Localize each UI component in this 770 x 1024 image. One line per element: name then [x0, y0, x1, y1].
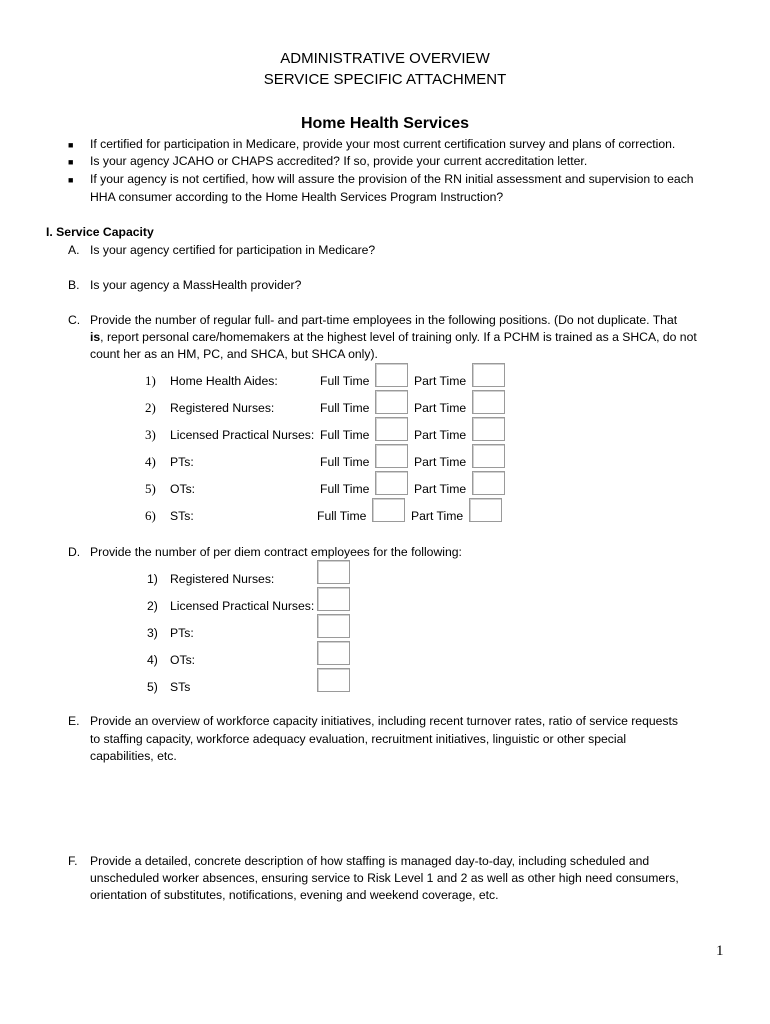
row-label: Licensed Practical Nurses:: [170, 428, 315, 442]
full-time-input[interactable]: [375, 444, 408, 468]
item-c-label: C.: [68, 313, 81, 327]
item-e-line-1: Provide an overview of workforce capacity initiatives, including recent turnover rates, ratio of service requests: [90, 714, 678, 728]
item-a-label: A.: [68, 243, 80, 257]
part-time-label: Part Time: [414, 374, 467, 388]
bullet-icon: ■: [68, 140, 74, 150]
row-label: OTs:: [170, 482, 196, 496]
full-time-label: Full Time: [317, 509, 367, 523]
row-label: PTs:: [170, 626, 194, 640]
full-time-label: Full Time: [320, 482, 370, 496]
item-e-line-3: capabilities, etc.: [90, 749, 177, 763]
item-d-text: Provide the number of per diem contract employees for the following:: [90, 545, 462, 559]
part-time-input[interactable]: [472, 390, 505, 414]
row-label: Registered Nurses:: [170, 401, 275, 415]
row-number: 5): [145, 481, 156, 496]
row-number: 5): [147, 680, 158, 694]
row-number: 1): [147, 572, 158, 586]
bullet-item-2: Is your agency JCAHO or CHAPS accredited? If so, provide your current accreditation letter.: [90, 154, 588, 168]
part-time-label: Part Time: [414, 428, 467, 442]
part-time-label: Part Time: [414, 401, 467, 415]
item-b-text: Is your agency a MassHealth provider?: [90, 278, 302, 292]
per-diem-input[interactable]: [317, 614, 350, 638]
part-time-label: Part Time: [414, 455, 467, 469]
full-time-label: Full Time: [320, 455, 370, 469]
item-e-line-2: to staffing capacity, workforce adequacy evaluation, recruitment initiatives, linguistic or other special: [90, 732, 627, 746]
row-number: 2): [147, 599, 158, 613]
row-number: 1): [145, 373, 156, 388]
row-number: 4): [147, 653, 158, 667]
part-time-label: Part Time: [411, 509, 464, 523]
row-label: OTs:: [170, 653, 196, 667]
section-title: I. Service Capacity: [46, 225, 154, 239]
full-time-label: Full Time: [320, 428, 370, 442]
item-f-label: F.: [68, 854, 78, 868]
title-line-2: SERVICE SPECIFIC ATTACHMENT: [263, 71, 507, 88]
row-label: Licensed Practical Nurses:: [170, 599, 315, 613]
item-c-line-1: Provide the number of regular full- and part-time employees in the following positions. (Do not duplicate. That: [90, 313, 678, 327]
row-number: 4): [145, 454, 156, 469]
full-time-input[interactable]: [375, 390, 408, 414]
row-label: Home Health Aides:: [170, 374, 278, 388]
item-f-line-2: unscheduled worker absences, ensuring service to Risk Level 1 and 2 as well as other high need consumers,: [90, 871, 679, 885]
part-time-label: Part Time: [414, 482, 467, 496]
item-a-text: Is your agency certified for participation in Medicare?: [90, 243, 376, 257]
full-time-label: Full Time: [320, 401, 370, 415]
per-diem-input[interactable]: [317, 560, 350, 584]
part-time-input[interactable]: [472, 444, 505, 468]
page-number: 1: [716, 943, 724, 959]
section-heading: Home Health Services: [300, 115, 470, 132]
part-time-input[interactable]: [472, 417, 505, 441]
title-line-1: ADMINISTRATIVE OVERVIEW: [280, 50, 490, 67]
part-time-input[interactable]: [472, 471, 505, 495]
row-label: PTs:: [170, 455, 194, 469]
row-number: 3): [147, 626, 158, 640]
row-label: STs: [170, 680, 191, 694]
row-label: Registered Nurses:: [170, 572, 275, 586]
item-c-line-2-rest: , report personal care/homemakers at the highest level of training only. If a PCHM is trained as a SHCA, do not: [100, 330, 697, 344]
full-time-input[interactable]: [372, 498, 405, 522]
per-diem-input[interactable]: [317, 641, 350, 665]
full-time-input[interactable]: [375, 471, 408, 495]
item-b-label: B.: [68, 278, 80, 292]
bullet-item-3-cont: HHA consumer according to the Home Health Services Program Instruction?: [90, 190, 504, 204]
per-diem-input[interactable]: [317, 587, 350, 611]
item-d-label: D.: [68, 545, 81, 559]
bullet-item-3: If your agency is not certified, how will assure the provision of the RN initial assessment and supervision to each: [90, 172, 694, 186]
row-number: 2): [145, 400, 156, 415]
item-c-line-3: count her as an HM, PC, and SHCA, but SHCA only).: [90, 347, 378, 361]
item-f-line-1: Provide a detailed, concrete description of how staffing is managed day-to-day, including scheduled and: [90, 854, 650, 868]
row-number: 6): [145, 508, 156, 523]
full-time-input[interactable]: [375, 363, 408, 387]
item-c-emphasis: is: [90, 330, 101, 344]
bullet-item-1: If certified for participation in Medicare, provide your most current certification survey and plans of correction.: [90, 137, 676, 151]
full-time-label: Full Time: [320, 374, 370, 388]
item-e-label: E.: [68, 714, 80, 728]
per-diem-input[interactable]: [317, 668, 350, 692]
item-f-line-3: orientation of substitutes, notifications, evening and weekend coverage, etc.: [90, 888, 499, 902]
bullet-icon: ■: [68, 157, 74, 167]
row-number: 3): [145, 427, 156, 442]
part-time-input[interactable]: [469, 498, 502, 522]
row-label: STs:: [170, 509, 194, 523]
item-c-line-2: [90, 330, 697, 344]
full-time-input[interactable]: [375, 417, 408, 441]
part-time-input[interactable]: [472, 363, 505, 387]
bullet-icon: ■: [68, 175, 74, 185]
